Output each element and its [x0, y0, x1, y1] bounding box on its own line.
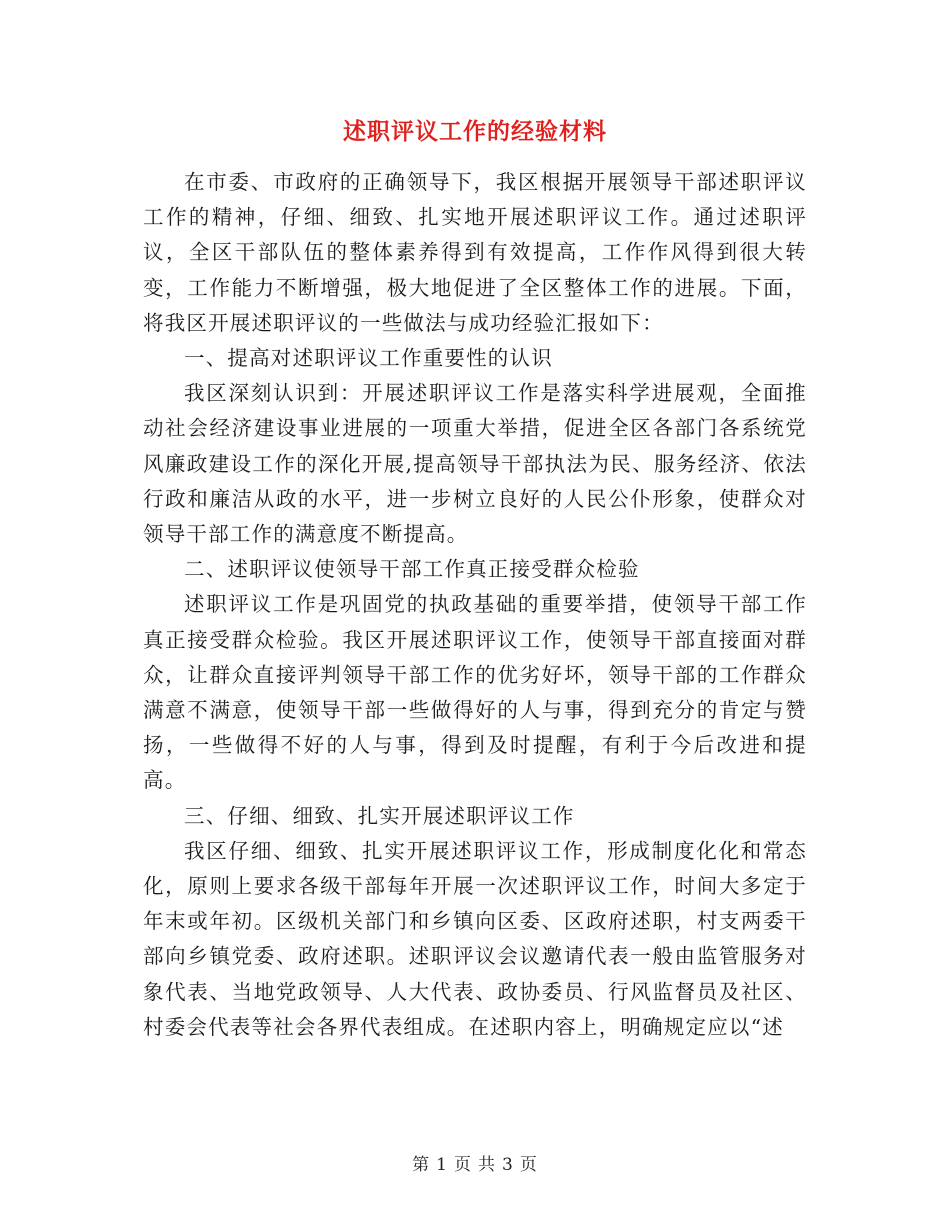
document-body [143, 165, 807, 1045]
footer-total-pages: 3 [502, 1155, 514, 1175]
page-footer [0, 1150, 950, 1175]
footer-page-unit: 页 [454, 1155, 472, 1175]
footer-total-unit: 页 [519, 1155, 538, 1175]
section-heading-2: 二、述职评议使领导干部工作真正接受群众检验 [184, 557, 640, 582]
document-title: 述职评议工作的经验材料 [343, 118, 607, 145]
paragraph-section-1: 我区深刻认识到：开展述职评议工作是落实科学进展观，全面推动社会经济建设事业进展的一项重大举措，促进全区各部门各系统党风廉政建设工作的深化开展,提高领导干部执法为民、服务经济、依法行政和廉洁从政的水平，进一步树立良好的人民公仆形象，使群众对领导干部工作的满意度不断提高。 [143, 381, 807, 547]
footer-current-page: 1 [436, 1155, 448, 1175]
section-heading-1: 一、提高对述职评议工作重要性的认识 [184, 346, 553, 371]
paragraph-section-3: 我区仔细、细致、扎实开展述职评议工作，形成制度化化和常态化，原则上要求各级干部每年开展一次述职评议工作，时间大多定于年末或年初。区级机关部门和乡镇向区委、区政府述职，村支两委干部向乡镇党委、政府述职。述职评议会议邀请代表一般由监管服务对象代表、当地党政领导、人大代表、政协委员、行风监督员及社区、村委会代表等社会各界代表组成。在述职内容上，明确规定应以“述 [143, 838, 807, 1039]
footer-page-label: 第 [412, 1155, 431, 1175]
section-heading-3: 三、仔细、细致、扎实开展述职评议工作 [184, 803, 575, 828]
paragraph-intro: 在市委、市政府的正确领导下，我区根据开展领导干部述职评议工作的精神，仔细、细致、扎实地开展述职评议工作。通过述职评议，全区干部队伍的整体素养得到有效提高，工作作风得到很大转变，工作能力不断增强，极大地促进了全区整体工作的进展。下面，将我区开展述职评议的一些做法与成功经验汇报如下： [143, 170, 807, 335]
footer-total-label: 共 [478, 1155, 496, 1175]
paragraph-section-2: 述职评议工作是巩固党的执政基础的重要举措，使领导干部工作真正接受群众检验。我区开展述职评议工作，使领导干部直接面对群众，让群众直接评判领导干部工作的优劣好坏，领导干部的工作群众满意不满意，使领导干部一些做得好的人与事，得到充分的肯定与赞扬，一些做得不好的人与事，得到及时提醒，有利于今后改进和提高。 [143, 592, 807, 793]
